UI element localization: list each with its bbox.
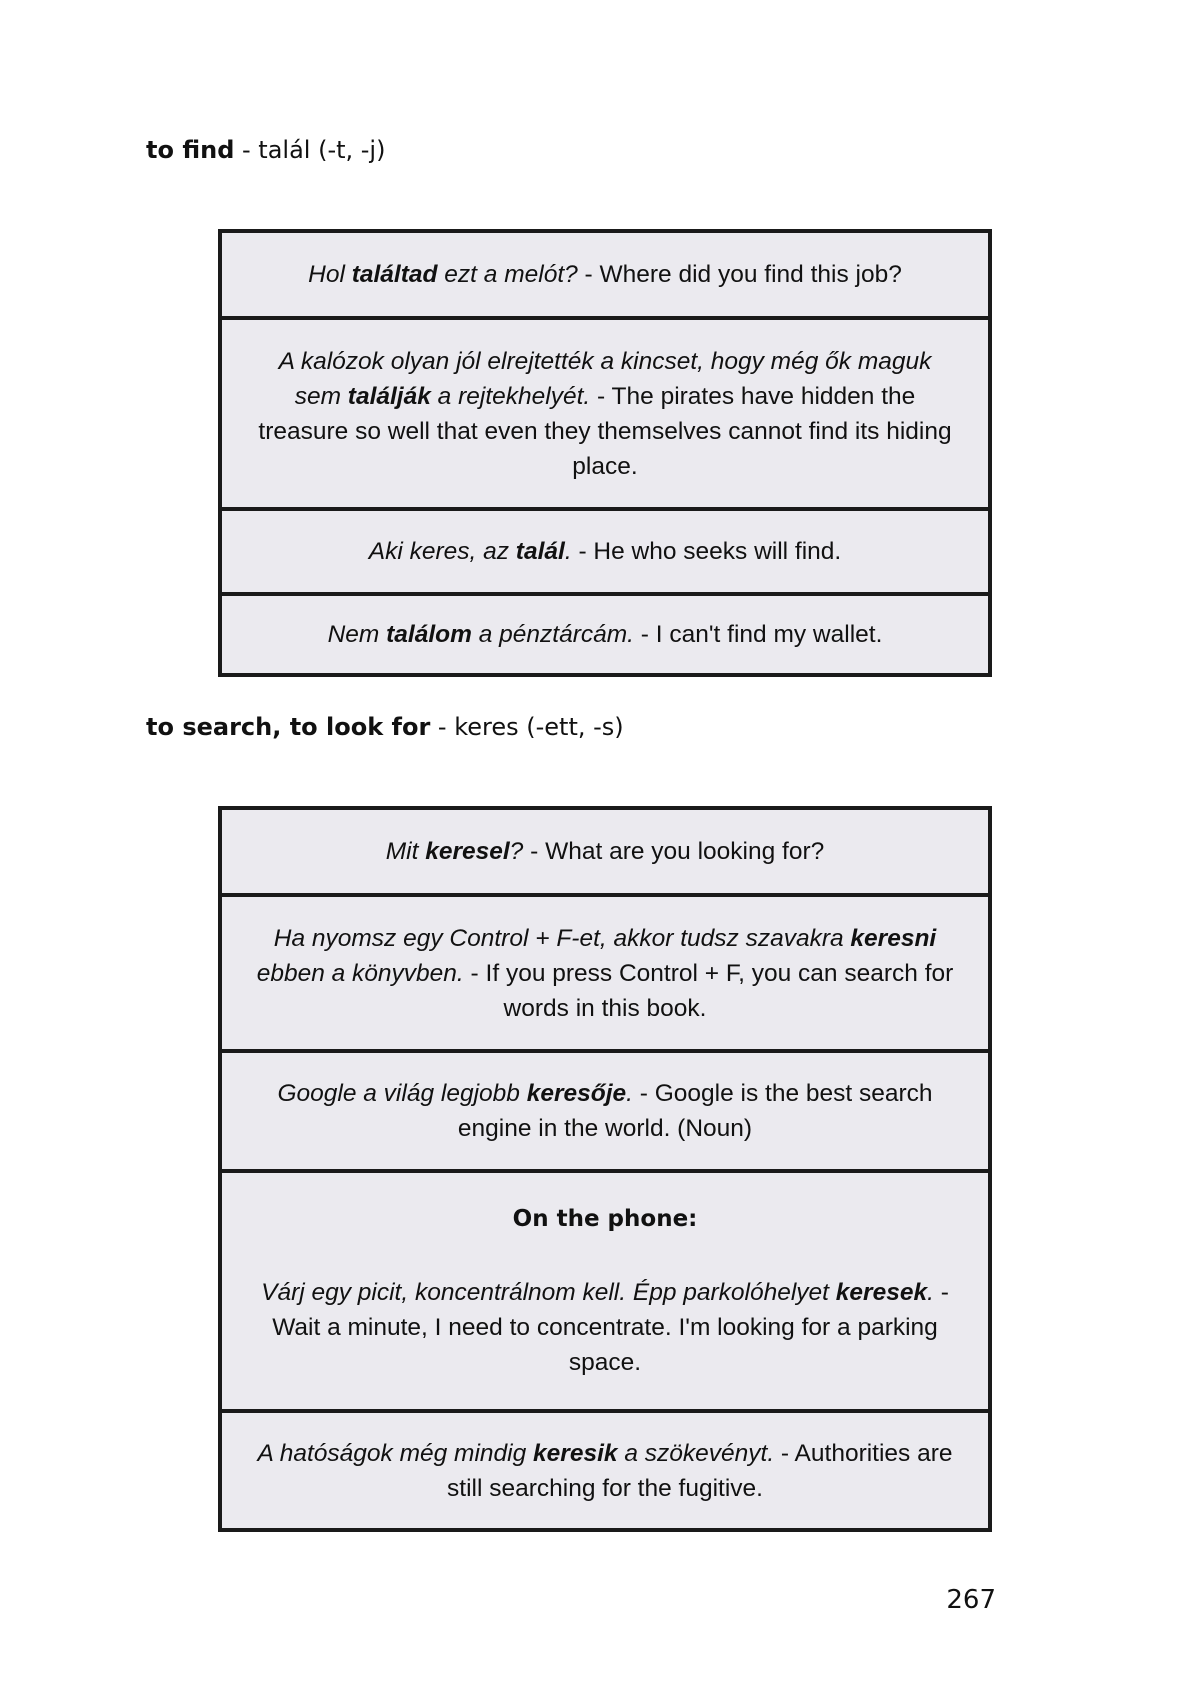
hungarian-sentence: Mit keresel? (385, 838, 524, 865)
example-row (222, 897, 988, 1053)
section-heading-search (146, 713, 624, 741)
english-translation: - Wait a minute, I need to concentrate. I'm looking for a parking space. (272, 1279, 949, 1376)
row-subheading: On the phone: (512, 1206, 698, 1232)
example-row (222, 511, 988, 596)
example-row (222, 596, 988, 673)
section-heading-find (146, 136, 385, 164)
example-row (222, 1173, 988, 1413)
example-table-search (218, 806, 992, 1532)
example-row (222, 810, 988, 897)
example-table-find (218, 229, 992, 677)
example-row (222, 1413, 988, 1528)
heading-hungarian-term: - talál (-t, -j) (234, 136, 386, 164)
heading-english-term: to search, to look for (146, 713, 431, 741)
english-translation: - If you press Control + F, you can search for words in this book. (463, 959, 954, 1022)
hungarian-sentence: Várj egy picit, koncentrálnom kell. Épp parkolóhelyet keresek. (261, 1279, 934, 1306)
hungarian-sentence: Nem találom a pénztárcám. (327, 621, 634, 648)
hungarian-sentence: Hol találtad ezt a melót? (308, 261, 578, 288)
heading-hungarian-term: - keres (-ett, -s) (430, 713, 624, 741)
example-row (222, 233, 988, 320)
english-translation: - Authorities are still searching for the fugitive. (447, 1439, 953, 1502)
english-translation: - I can't find my wallet. (633, 621, 883, 648)
hungarian-sentence: Google a világ legjobb keresője. (277, 1080, 633, 1107)
example-row (222, 320, 988, 511)
english-translation: - Google is the best search engine in the world. (Noun) (457, 1080, 933, 1142)
english-translation: - He who seeks will find. (571, 538, 842, 565)
english-translation: - The pirates have hidden the treasure so well that even they themselves cannot find its hiding place. (258, 382, 952, 480)
hungarian-sentence: A hatóságok még mindig keresik a szökevényt. (257, 1439, 775, 1467)
hungarian-sentence: A kalózok olyan jól elrejtették a kincset, hogy még ők maguk sem találják a rejtekhelyét. (278, 347, 932, 410)
english-translation: - Where did you find this job? (577, 261, 902, 288)
hungarian-sentence: Ha nyomsz egy Control + F-et, akkor tudsz szavakra keresni ebben a könyvben. (256, 924, 937, 987)
english-translation: - What are you looking for? (523, 838, 825, 865)
example-row (222, 1053, 988, 1173)
page-number: 267 (946, 1585, 996, 1615)
heading-english-term: to find (146, 136, 235, 164)
hungarian-sentence: Aki keres, az talál. (368, 538, 572, 565)
